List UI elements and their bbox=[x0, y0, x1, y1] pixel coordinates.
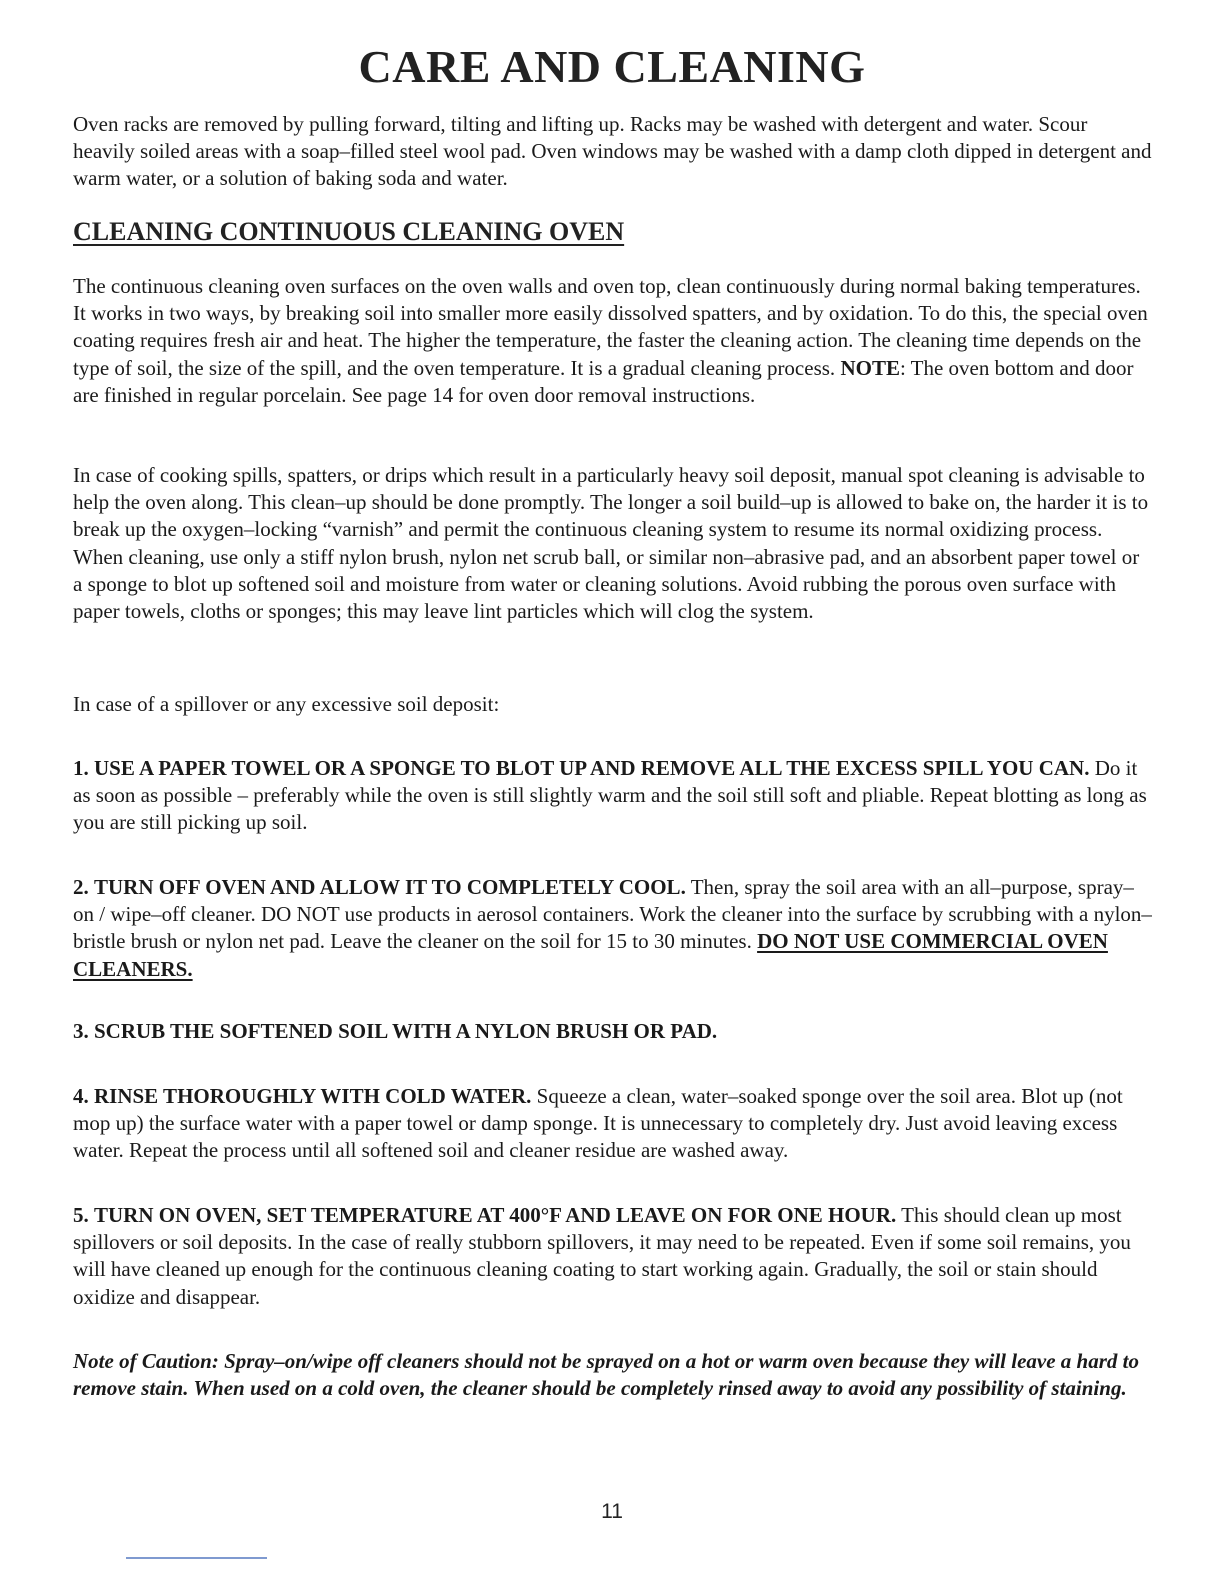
step-text: Do it as soon as possible – preferably while the oven is still slightly warm and the soil still soft and pliable. Repeat blotting as long as you are still picking up soil. bbox=[73, 756, 1147, 835]
step-heading: USE A PAPER TOWEL OR A SPONGE TO BLOT UP AND REMOVE ALL THE EXCESS SPILL YOU CAN. bbox=[94, 756, 1090, 780]
note-text: : The oven bottom and door are finished in regular porcelain. See page 14 for oven door removal instructions. bbox=[73, 355, 1134, 407]
caution-note: Note of Caution: Spray–on/wipe off cleaners should not be sprayed on a hot or warm oven because they will leave a hard to remove stain. When used on a cold oven, the cleaner should be completely rinsed away to avoid any possibility of staining. bbox=[73, 1349, 1139, 1401]
step-heading: TURN ON OVEN, SET TEMPERATURE AT 400°F AND LEAVE ON FOR ONE HOUR. bbox=[94, 1203, 897, 1227]
section-heading: CLEANING CONTINUOUS CLEANING OVEN bbox=[73, 217, 625, 246]
spillover-intro: In case of a spillover or any excessive soil deposit: bbox=[73, 692, 500, 716]
continuous-cleaning-paragraph bbox=[73, 273, 1153, 409]
step-2 bbox=[73, 874, 1153, 983]
step-number: 3. bbox=[73, 1019, 89, 1043]
note-label: NOTE bbox=[840, 355, 900, 380]
step-heading: SCRUB THE SOFTENED SOIL WITH A NYLON BRUSH OR PAD. bbox=[94, 1019, 718, 1043]
step-5 bbox=[73, 1202, 1153, 1311]
step-number: 1. bbox=[73, 756, 89, 780]
scan-artifact-line bbox=[126, 1557, 267, 1559]
page-number: 11 bbox=[601, 1500, 623, 1523]
step-text: This should clean up most spillovers or soil deposits. In the case of really stubborn spillovers, it may need to be repeated. Even if some soil remains, you will have cleaned up enough for the continuous cleaning coating to start working again. Gradually, the soil or stain should oxidize and disappear. bbox=[73, 1203, 1131, 1309]
page-title: CARE AND CLEANING bbox=[358, 41, 866, 92]
intro-paragraph: Oven racks are removed by pulling forward, tilting and lifting up. Racks may be washed with detergent and water. Scour heavily soiled areas with a soap–filled steel wool pad. Oven windows may be washed with a damp cloth dipped in detergent and warm water, or a solution of baking soda and water. bbox=[73, 112, 1152, 191]
step-text: Squeeze a clean, water–soaked sponge over the soil area. Blot up (not mop up) the surface water with a paper towel or damp sponge. It is unnecessary to completely dry. Just avoid leaving excess water. Repeat the process until all softened soil and cleaner residue are washed away. bbox=[73, 1084, 1123, 1163]
step-4 bbox=[73, 1083, 1153, 1165]
step-number: 5. bbox=[73, 1203, 89, 1227]
spot-cleaning-paragraph: In case of cooking spills, spatters, or drips which result in a particularly heavy soil deposit, manual spot cleaning is advisable to help the oven along. This clean–up should be done promptly. The longer a soil build–up is allowed to bake on, the harder it is to break up the oxygen–locking “varnish” and permit the continuous cleaning system to resume its normal oxidizing process. When cleaning, use only a stiff nylon brush, nylon net scrub ball, or similar non–abrasive pad, and an absorbent paper towel or a sponge to blot up softened soil and moisture from water or cleaning solutions. Avoid rubbing the porous oven surface with paper towels, cloths or sponges; this may leave lint particles which will clog the system. bbox=[73, 463, 1149, 624]
step-text: Then, spray the soil area with an all–purpose, spray–on / wipe–off cleaner. DO NOT use products in aerosol containers. Work the cleaner into the surface by scrubbing with a nylon–bristle brush or nylon net pad. Leave the cleaner on the soil for 15 to 30 minutes. bbox=[73, 875, 1152, 954]
step-heading: RINSE THOROUGHLY WITH COLD WATER. bbox=[94, 1084, 532, 1108]
paragraph-text: The continuous cleaning oven surfaces on the oven walls and oven top, clean continuously during normal baking temperatures. It works in two ways, by breaking soil into smaller more easily dissolved spatters, and by oxidation. To do this, the special oven coating requires fresh air and heat. The higher the temperature, the faster the cleaning action. The cleaning time depends on the type of soil, the size of the spill, and the oven temperature. It is a gradual cleaning process. bbox=[73, 274, 1148, 380]
step-number: 2. bbox=[73, 875, 89, 899]
step-1 bbox=[73, 755, 1153, 837]
step-number: 4. bbox=[73, 1084, 89, 1108]
step-3 bbox=[73, 1018, 1153, 1045]
step-heading: TURN OFF OVEN AND ALLOW IT TO COMPLETELY COOL. bbox=[94, 875, 686, 899]
step-warning: DO NOT USE COMMERCIAL OVEN CLEANERS. bbox=[73, 929, 1108, 981]
